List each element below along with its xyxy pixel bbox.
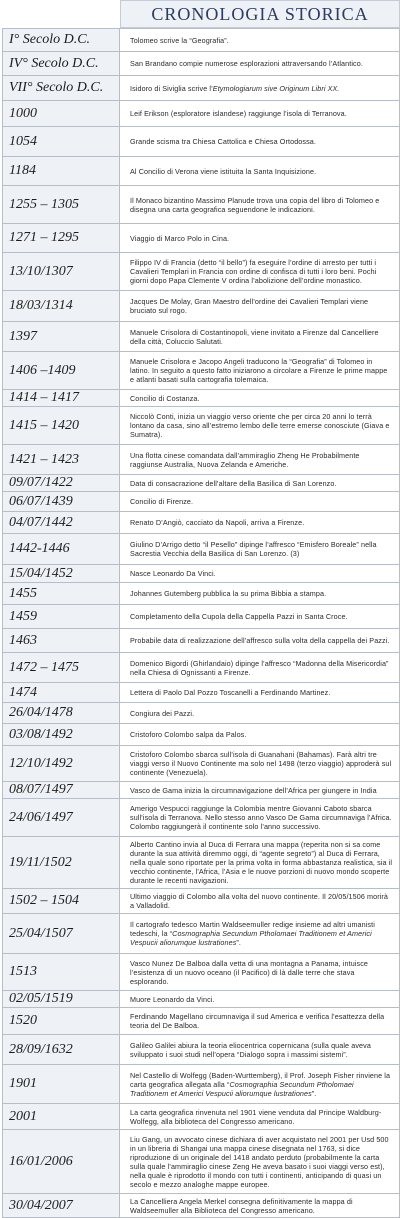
page-title: CRONOLOGIA STORICA	[120, 0, 400, 28]
event-text: Muore Leonardo da Vinci.	[130, 994, 215, 1004]
date-cell: 1520	[3, 1008, 120, 1035]
table-row	[3, 407, 400, 445]
date-cell: 02/05/1519	[3, 991, 120, 1008]
event-text: San Brandano compie numerose esplorazioni attraversando l’Atlantico.	[130, 59, 363, 68]
event-cell	[120, 629, 400, 653]
event-cell	[120, 746, 400, 782]
event-text: Viaggio di Marco Polo in Cina.	[130, 233, 230, 243]
event-text: Niccolò Conti, inizia un viaggio verso oriente che per circa 20 anni lo terrà lontano da casa, sino all’estremo lembo delle terre emerse conosciute (Giava e Sumatra).	[130, 412, 390, 439]
date-cell: 25/04/1507	[3, 914, 120, 954]
table-row	[3, 799, 400, 837]
table-row	[3, 534, 400, 565]
event-cell	[120, 954, 400, 991]
table-row	[3, 224, 400, 253]
event-text: Cristoforo Colombo sbarca sull’isola di Guanahani (Bahamas). Farà altri tre viaggi verso il Nuovo Continente ma solo nel 1498 (terzo viaggio) approderà sul continente (Venezuela).	[130, 750, 392, 777]
event-text: Concilio di Costanza.	[130, 393, 200, 403]
event-cell	[120, 1104, 400, 1130]
date-cell: 1054	[3, 127, 120, 157]
date-cell: 1455	[3, 583, 120, 605]
table-row	[3, 52, 400, 76]
event-cell	[120, 352, 400, 390]
event-text: Cristoforo Colombo salpa da Palos.	[130, 730, 247, 739]
date-cell: 24/06/1497	[3, 799, 120, 837]
event-cell	[120, 407, 400, 445]
table-row	[3, 583, 400, 605]
table-row	[3, 914, 400, 954]
date-cell: 08/07/1497	[3, 782, 120, 799]
event-cell	[120, 889, 400, 914]
event-cell	[120, 253, 400, 291]
table-row	[3, 1194, 400, 1218]
date-cell: VII° Secolo D.C.	[3, 76, 120, 101]
event-cell	[120, 157, 400, 186]
date-cell: 1406 –1409	[3, 352, 120, 390]
table-row	[3, 253, 400, 291]
date-cell: 1271 – 1295	[3, 224, 120, 253]
date-cell: 2001	[3, 1104, 120, 1130]
event-text: ”.	[236, 938, 242, 947]
event-cell	[120, 1035, 400, 1065]
date-cell: I° Secolo D.C.	[3, 29, 120, 52]
event-cell	[120, 1065, 400, 1104]
event-cell	[120, 52, 400, 76]
table-row	[3, 1065, 400, 1104]
table-row	[3, 1008, 400, 1035]
date-cell: 1474	[3, 683, 120, 703]
event-text: Lettera di Paolo Dal Pozzo Toscanelli a Ferdinando Martinez.	[130, 688, 331, 697]
event-text: Domenico Bigordi (Ghirlandaio) dipinge l’affresco “Madonna della Misericordia” nella Chiesa di Ognissanti a Firenze.	[130, 658, 389, 677]
event-text: Amerigo Vespucci raggiunge la Colombia mentre Giovanni Caboto sbarca sull’isola di Terranova. Nello stesso anno Vasco De Gama circumnaviga l’Africa. Colombo raggiungerà il continente solo l’anno successivo.	[130, 804, 392, 831]
event-cell	[120, 534, 400, 565]
table-row	[3, 76, 400, 101]
event-text: Leif Erikson (esploratore islandese) raggiunge l’isola di Terranova.	[130, 109, 347, 118]
timeline-body	[3, 29, 400, 1218]
event-text: Nasce Leonardo Da Vinci.	[130, 569, 216, 578]
table-row	[3, 101, 400, 127]
event-cell	[120, 475, 400, 492]
event-text: Filippo IV di Francia (detto “il bello”) fa eseguire l’ordine di arresto per tutti i Cavalieri Templari in Francia con ordine di confisca di tutti i loro beni. Pochi giorni dopo Papa Clemente V ordina l’abolizione dell’ordine monastico.	[130, 258, 377, 285]
date-cell: 1184	[3, 157, 120, 186]
event-text: Vasco de Gama inizia la circumnavigazione dell’Africa per giungere in India	[130, 785, 377, 795]
event-cell	[120, 390, 400, 407]
table-row	[3, 512, 400, 534]
table-row	[3, 954, 400, 991]
table-row	[3, 683, 400, 703]
event-cell	[120, 565, 400, 583]
event-cell	[120, 101, 400, 127]
event-text: Ferdinando Magellano circumnaviga il sud America e verifica l’esattezza della teoria del De Balboa.	[130, 1012, 385, 1030]
event-cell	[120, 291, 400, 322]
event-text: Data di consacrazione dell’altare della Basilica di San Lorenzo.	[130, 478, 337, 488]
date-cell: 1513	[3, 954, 120, 991]
date-cell: 1415 – 1420	[3, 407, 120, 445]
date-cell: 26/04/1478	[3, 703, 120, 724]
event-text: Il cartografo tedesco Martin Waldseemuller redige insieme ad altri umanisti tedeschi, la “	[130, 920, 375, 938]
event-cell	[120, 605, 400, 629]
date-cell: 1255 – 1305	[3, 186, 120, 224]
event-text: Probabile data di realizzazione dell’affresco sulla volta della cappella dei Pazzi.	[130, 636, 390, 645]
event-text: ”.	[311, 1088, 317, 1098]
table-row	[3, 703, 400, 724]
date-cell: 06/07/1439	[3, 492, 120, 512]
event-cell	[120, 653, 400, 683]
event-cell	[120, 445, 400, 475]
event-cell	[120, 76, 400, 101]
date-cell: 03/08/1492	[3, 724, 120, 746]
table-row	[3, 782, 400, 799]
event-text: Manuele Crisolora di Costantinopoli, viene invitato a Firenze dal Cancelliere della città, Coluccio Salutati.	[130, 327, 379, 346]
event-text: Galileo Galilei abiura la teoria eliocentrica copernicana (sulla quale aveva sviluppato i suoi studi nell’opera “Dialogo sopra i massimi sistemi”.	[130, 1040, 371, 1059]
date-cell: 19/11/1502	[3, 837, 120, 889]
event-cell	[120, 782, 400, 799]
table-row	[3, 724, 400, 746]
event-cell	[120, 127, 400, 157]
date-cell: 1901	[3, 1065, 120, 1104]
event-cell	[120, 583, 400, 605]
event-cell	[120, 837, 400, 889]
event-text: Renato D’Angiò, cacciato da Napoli, arriva a Firenze.	[130, 518, 305, 527]
event-cell	[120, 512, 400, 534]
event-text: Manuele Crisolora e Jacopo Angeli traducono la “Geografia” di Tolomeo in latino. In seguito a questo fatto iniziarono a circolare a Firenze le prime mappe e atlanti basati sulla cartografia tolemaica.	[130, 357, 388, 384]
table-row	[3, 127, 400, 157]
event-text: Vasco Nunez De Balboa dalla vetta di una montagna a Panama, intuisce l’esistenza di un nuovo oceano (il Pacifico) di là dalle terre che stava esplorando.	[130, 958, 369, 986]
event-text: Jacques De Molay, Gran Maestro dell’ordine dei Cavalieri Templari viene bruciato sul rogo.	[130, 297, 369, 315]
table-row	[3, 322, 400, 352]
table-row	[3, 1130, 400, 1194]
event-text: Johannes Gutemberg pubblica la su prima Bibbia a stampa.	[130, 589, 327, 598]
table-row	[3, 837, 400, 889]
table-row	[3, 352, 400, 390]
event-text: La carta geografica rinvenuta nel 1901 viene venduta dal Principe Waldburg-Wolfegg, alla biblioteca del Congresso americano.	[130, 1107, 382, 1126]
date-cell: 1459	[3, 605, 120, 629]
date-cell: 15/04/1452	[3, 565, 120, 583]
event-cell	[120, 703, 400, 724]
table-row	[3, 889, 400, 914]
table-row	[3, 492, 400, 512]
date-cell: 1421 – 1423	[3, 445, 120, 475]
date-cell: 1472 – 1475	[3, 653, 120, 683]
table-row	[3, 1104, 400, 1130]
date-cell: 1414 – 1417	[3, 390, 120, 407]
date-cell: 12/10/1492	[3, 746, 120, 782]
table-row	[3, 1035, 400, 1065]
event-text-italic: Cosmographia Secundum Ptholomaei Traditionem et Americi Vespucii aliorumque lustrationes	[130, 929, 372, 947]
event-cell	[120, 322, 400, 352]
date-cell: 04/07/1442	[3, 512, 120, 534]
event-cell	[120, 914, 400, 954]
date-cell: 1442-1446	[3, 534, 120, 565]
event-text: Al Concilio di Verona viene istituita la Santa Inquisizione.	[130, 166, 317, 176]
date-cell: 1502 – 1504	[3, 889, 120, 914]
event-cell	[120, 224, 400, 253]
event-text: Ultimo viaggio di Colombo alla volta del nuovo continente. Il 20/05/1506 morirà a Valladolid.	[130, 892, 389, 910]
table-row	[3, 157, 400, 186]
table-row	[3, 565, 400, 583]
table-row	[3, 991, 400, 1008]
event-text: Nel Castello di Wolfegg (Baden-Wurttemberg), il Prof. Joseph Fisher rinviene la carta geografica allegata alla “	[130, 1070, 391, 1089]
date-cell: 09/07/1422	[3, 475, 120, 492]
date-cell: 18/03/1314	[3, 291, 120, 322]
date-cell: 13/10/1307	[3, 253, 120, 291]
date-cell: 30/04/2007	[3, 1194, 120, 1218]
table-row	[3, 475, 400, 492]
event-text: La Cancelliera Angela Merkel consegna definitivamente la mappa di Waldseemuller alla Biblioteca del Congresso americano.	[130, 1196, 353, 1215]
timeline-table	[2, 28, 400, 1218]
event-text: Completamento della Cupola della Cappella Pazzi in Santa Croce.	[130, 612, 348, 621]
date-cell: 1397	[3, 322, 120, 352]
event-cell	[120, 724, 400, 746]
table-row	[3, 390, 400, 407]
event-text: Grande scisma tra Chiesa Cattolica e Chiesa Ortodossa.	[130, 137, 316, 146]
event-text: Concilio di Firenze.	[130, 497, 194, 506]
event-text: Una flotta cinese comandata dall’ammiraglio Zheng He Probabilmente raggiunse Australia, Nuova Zelanda e Americhe.	[130, 450, 360, 469]
event-text: Isidoro di Siviglia scrive l’	[130, 83, 213, 93]
event-cell	[120, 1194, 400, 1218]
date-cell: 1463	[3, 629, 120, 653]
table-row	[3, 746, 400, 782]
date-cell: 16/01/2006	[3, 1130, 120, 1194]
table-row	[3, 291, 400, 322]
event-text-italic: Cosmographia Secundum Ptholomaei Traditionem et Americi Vespucii aliorumque lustrationes	[130, 1079, 354, 1098]
table-row	[3, 445, 400, 475]
event-text: Tolomeo scrive la “Geografia”.	[130, 35, 229, 45]
event-cell	[120, 1008, 400, 1035]
date-cell: 1000	[3, 101, 120, 127]
date-cell: 28/09/1632	[3, 1035, 120, 1065]
event-text: Liu Gang, un avvocato cinese dichiara di aver acquistato nel 2001 per Usd 500 in un libreria di Shangai una mappa cinese disegnata nel 1763, si dice riproduzione di un originale del 1418 andato perduto (probabilmente la carta sulla quale l’ammiraglio cinese Zeng He aveva basato i suoi viaggi verso est), nella quale è riprodotto il mondo con tutti i continenti, anticipando di quasi un secolo e mezzo analoghe mappe europee.	[130, 1134, 389, 1189]
event-cell	[120, 29, 400, 52]
event-text: Il Monaco bizantino Massimo Planude trova una copia del libro di Tolomeo e disegna una carta geografica seguendone le indicazioni.	[130, 195, 380, 214]
table-row	[3, 605, 400, 629]
table-row	[3, 629, 400, 653]
event-text: Giulino D’Arrigo detto “il Pesello” dipinge l’affresco “Emisfero Boreale” nella Sacrestia Vecchia della Basilica di San Lorenzo. (3)	[130, 540, 377, 558]
table-row	[3, 186, 400, 224]
event-cell	[120, 683, 400, 703]
date-cell: IV° Secolo D.C.	[3, 52, 120, 76]
event-text-italic: Etymologiarum sive Originum Libri XX.	[212, 83, 340, 93]
event-cell	[120, 186, 400, 224]
event-cell	[120, 991, 400, 1008]
event-text: Congiura dei Pazzi.	[130, 708, 195, 718]
table-row	[3, 653, 400, 683]
event-text: Alberto Cantino invia al Duca di Ferrara una mappa (reperita non si sa come durante la sua attività diremmo oggi, di “agente segreto”) al Duca di Ferrara, nella quale sono riportate per la prima volta in forma abbastanza realistica, sia il vecchio continente, l’Africa, l’Asia e le nuove porzioni di nuovo mondo scoperte durante le recenti navigazioni.	[130, 840, 393, 885]
table-row	[3, 29, 400, 52]
event-cell	[120, 1130, 400, 1194]
event-cell	[120, 799, 400, 837]
event-cell	[120, 492, 400, 512]
